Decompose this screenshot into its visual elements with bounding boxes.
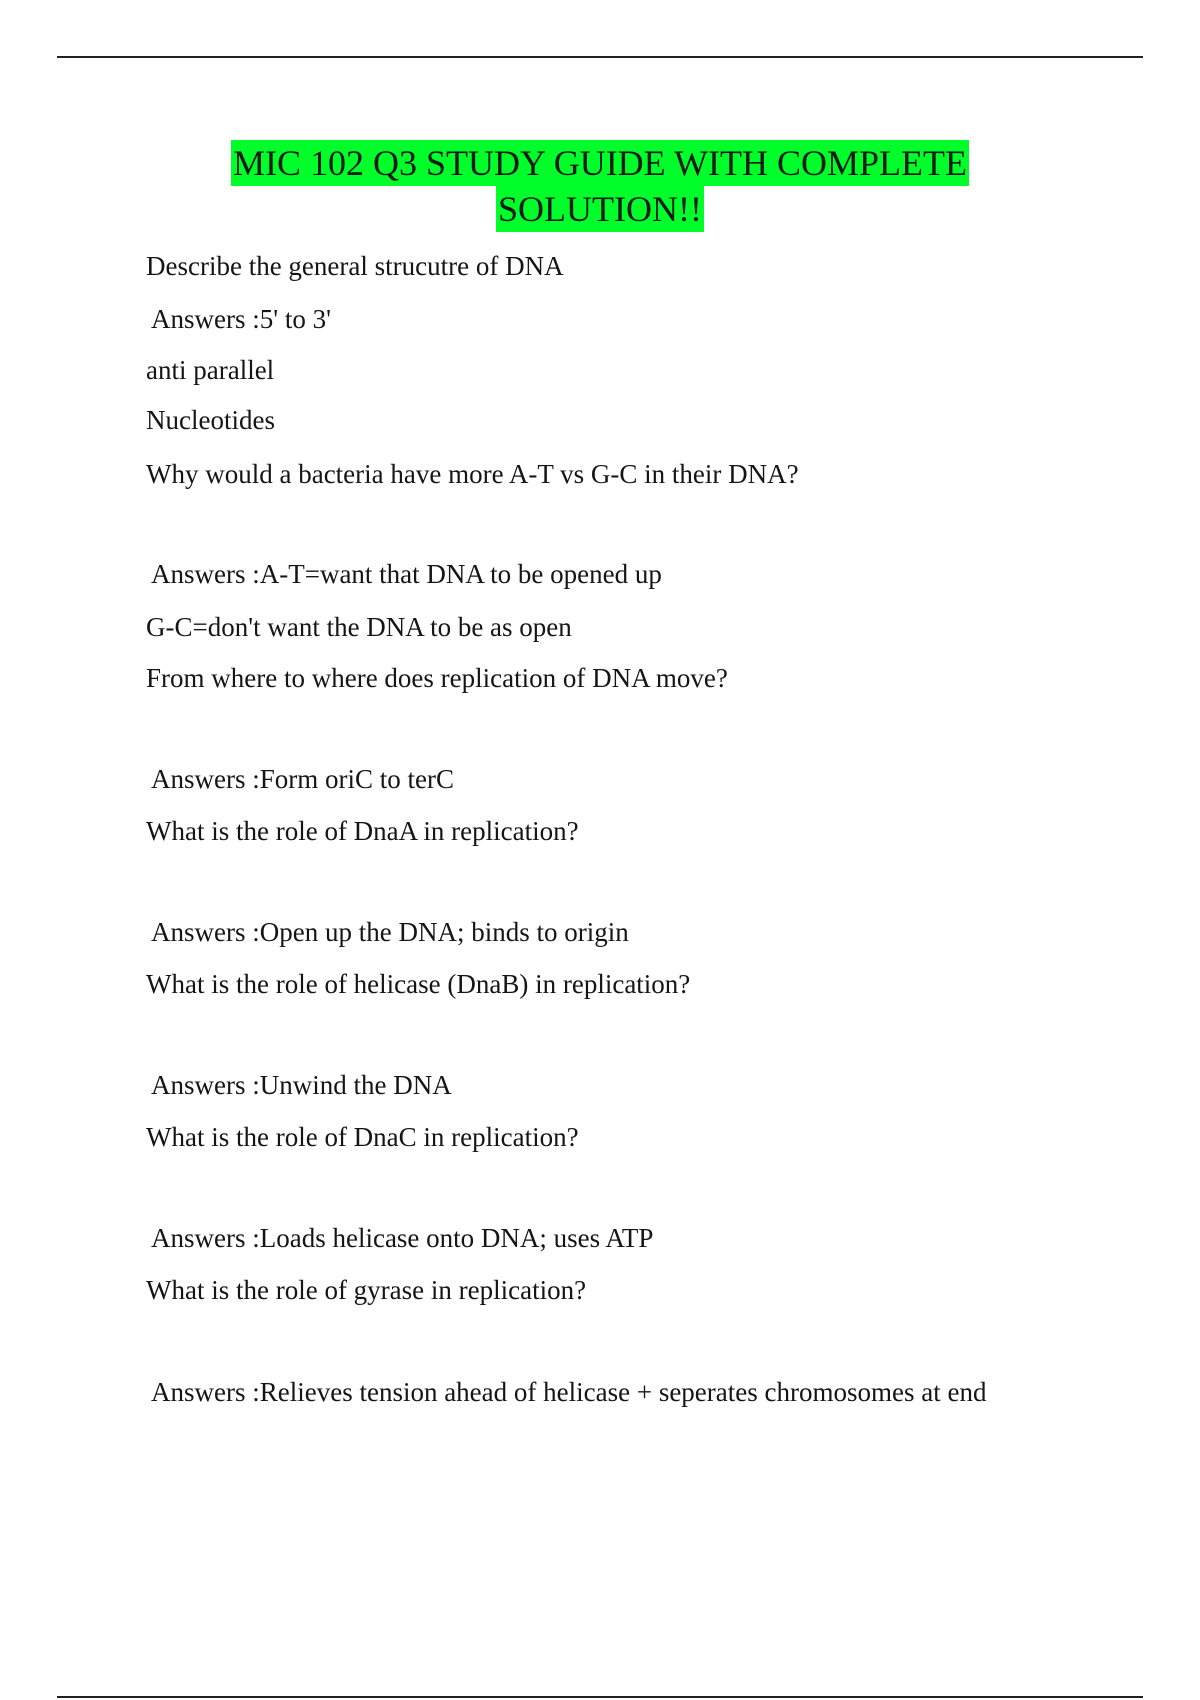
question-text: From where to where does replication of DNA move? bbox=[146, 663, 728, 693]
answer-text: Answers :A-T=want that DNA to be opened up bbox=[151, 559, 662, 589]
title-line-2: SOLUTION!! bbox=[496, 186, 704, 232]
question-text: Why would a bacteria have more A-T vs G-C in their DNA? bbox=[146, 459, 799, 489]
answer-text: Answers :Form oriC to terC bbox=[151, 764, 454, 794]
page-title bbox=[0, 140, 1200, 232]
answer-text: Answers :Loads helicase onto DNA; uses ATP bbox=[151, 1223, 654, 1253]
answer-text: Answers :Open up the DNA; binds to origin bbox=[151, 917, 629, 947]
answer-text: Nucleotides bbox=[146, 405, 275, 435]
question-text: What is the role of DnaC in replication? bbox=[146, 1122, 579, 1152]
answer-text: Answers :5' to 3' bbox=[151, 304, 331, 334]
question-text: Describe the general strucutre of DNA bbox=[146, 251, 564, 281]
answer-text: anti parallel bbox=[146, 355, 275, 385]
answer-text: Answers :Relieves tension ahead of helicase + seperates chromosomes at end bbox=[151, 1377, 987, 1407]
question-text: What is the role of DnaA in replication? bbox=[146, 816, 579, 846]
top-rule bbox=[57, 56, 1143, 58]
question-text: What is the role of gyrase in replication? bbox=[146, 1275, 587, 1305]
question-text: What is the role of helicase (DnaB) in replication? bbox=[146, 969, 691, 999]
bottom-rule bbox=[57, 1696, 1143, 1698]
answer-text: Answers :Unwind the DNA bbox=[151, 1070, 452, 1100]
title-line-1: MIC 102 Q3 STUDY GUIDE WITH COMPLETE bbox=[231, 140, 969, 186]
answer-text: G-C=don't want the DNA to be as open bbox=[146, 612, 572, 642]
